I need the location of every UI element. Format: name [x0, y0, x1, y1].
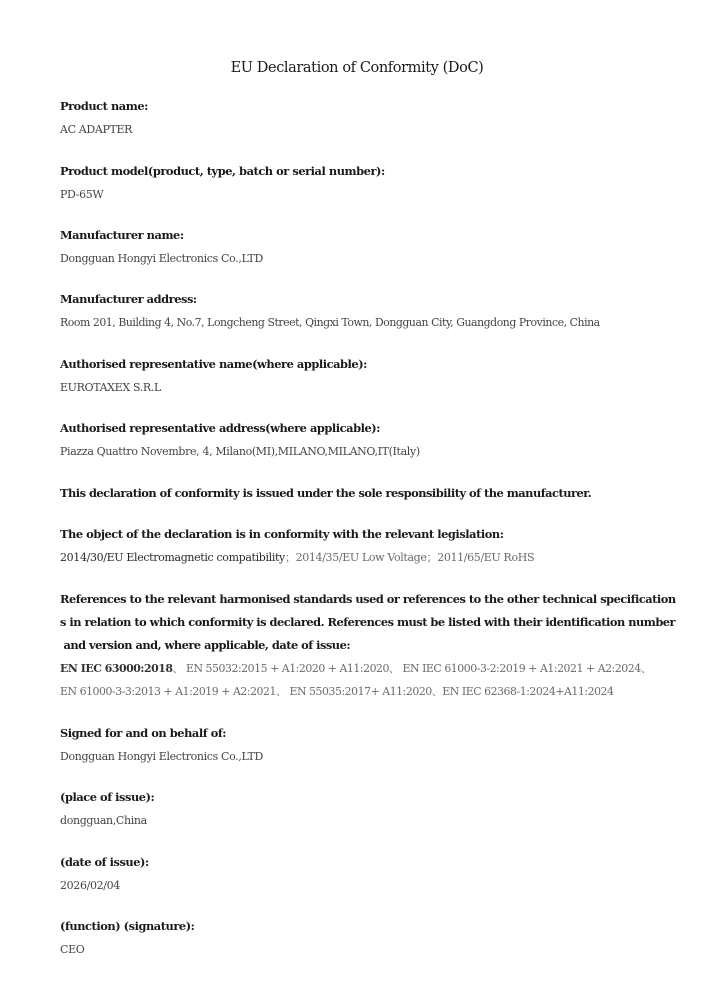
standard-item: EN IEC 63000:2018	[60, 662, 173, 675]
standard-item: EN IEC 62368-1:2024+A11:2024	[442, 685, 614, 698]
product-model-label: Product model(product, type, batch or serial number):	[60, 164, 385, 178]
legislation-item: 2011/65/EU RoHS	[437, 551, 535, 564]
legislation-section	[60, 523, 660, 569]
standard-separator: 、	[389, 662, 400, 675]
rep-name-section	[60, 353, 660, 399]
standard-item: EN IEC 61000-3-2:2019 + A1:2021 + A2:2024	[402, 662, 641, 675]
standards-list-line	[60, 657, 660, 680]
rep-address-label: Authorised representative address(where applicable):	[60, 421, 380, 435]
function-section	[60, 915, 660, 961]
place-of-issue-value: dongguan,China	[60, 814, 147, 827]
standards-section	[60, 588, 676, 703]
date-of-issue-section	[60, 851, 660, 897]
standards-label-line: References to the relevant harmonised standards used or references to the other technical specification	[60, 592, 676, 606]
legislation-item: 2014/35/EU Low Voltage	[295, 551, 427, 564]
standard-separator: 、	[431, 685, 443, 698]
place-of-issue-section	[60, 786, 660, 832]
standards-list-line	[60, 680, 660, 703]
document-title: EU Declaration of Conformity (DoC)	[230, 60, 484, 76]
manufacturer-name-value: Dongguan Hongyi Electronics Co.,LTD	[60, 252, 263, 265]
standard-item: EN 55035:2017+ A11:2020	[289, 685, 432, 698]
legislation-separator: ；	[284, 551, 296, 564]
product-name-label: Product name:	[60, 99, 148, 113]
date-of-issue-value: 2026/02/04	[60, 879, 120, 892]
manufacturer-name-section	[60, 224, 660, 270]
standard-item: EN 61000-3-3:2013 + A1:2019 + A2:2021	[60, 685, 276, 698]
manufacturer-address-value: Room 201, Building 4, No.7, Longcheng Street, Qingxi Town, Dongguan City, Guangdong Province, China	[60, 316, 600, 329]
signed-for-value: Dongguan Hongyi Electronics Co.,LTD	[60, 750, 263, 763]
place-of-issue-label: (place of issue):	[60, 790, 155, 804]
legislation-label: The object of the declaration is in conformity with the relevant legislation:	[60, 527, 504, 541]
signed-for-label: Signed for and on behalf of:	[60, 726, 227, 740]
rep-address-value: Piazza Quattro Novembre, 4, Milano(MI),MILANO,MILANO,IT(Italy)	[60, 445, 420, 458]
manufacturer-address-section	[60, 288, 660, 334]
standard-separator: 、	[640, 662, 652, 675]
rep-address-section	[60, 417, 660, 463]
date-of-issue-label: (date of issue):	[60, 855, 149, 869]
manufacturer-name-label: Manufacturer name:	[60, 228, 184, 242]
product-name-value: AC ADAPTER	[60, 123, 133, 136]
standards-label-line: and version and, where applicable, date of issue:	[60, 638, 351, 652]
function-label: (function) (signature):	[60, 919, 195, 933]
function-value: CEO	[60, 943, 85, 956]
responsibility-section	[60, 482, 660, 505]
standards-label-line: s in relation to which conformity is declared. References must be listed with their identification number	[60, 615, 676, 629]
product-name-section	[60, 95, 660, 141]
responsibility-statement: This declaration of conformity is issued under the sole responsibility of the manufacturer.	[60, 486, 592, 500]
standard-item: EN 55032:2015 + A1:2020 + A11:2020	[185, 662, 390, 675]
standard-separator: 、	[172, 662, 183, 675]
product-model-section	[60, 160, 660, 206]
standard-separator: 、	[276, 685, 287, 698]
rep-name-label: Authorised representative name(where applicable):	[60, 357, 367, 371]
legislation-separator: ；	[426, 551, 438, 564]
signed-for-section	[60, 722, 660, 768]
legislation-list	[60, 546, 660, 569]
product-model-value: PD-65W	[60, 188, 104, 201]
legislation-item: 2014/30/EU Electromagnetic compatibility	[60, 551, 285, 564]
rep-name-value: EUROTAXEX S.R.L	[60, 381, 161, 394]
manufacturer-address-label: Manufacturer address:	[60, 292, 197, 306]
